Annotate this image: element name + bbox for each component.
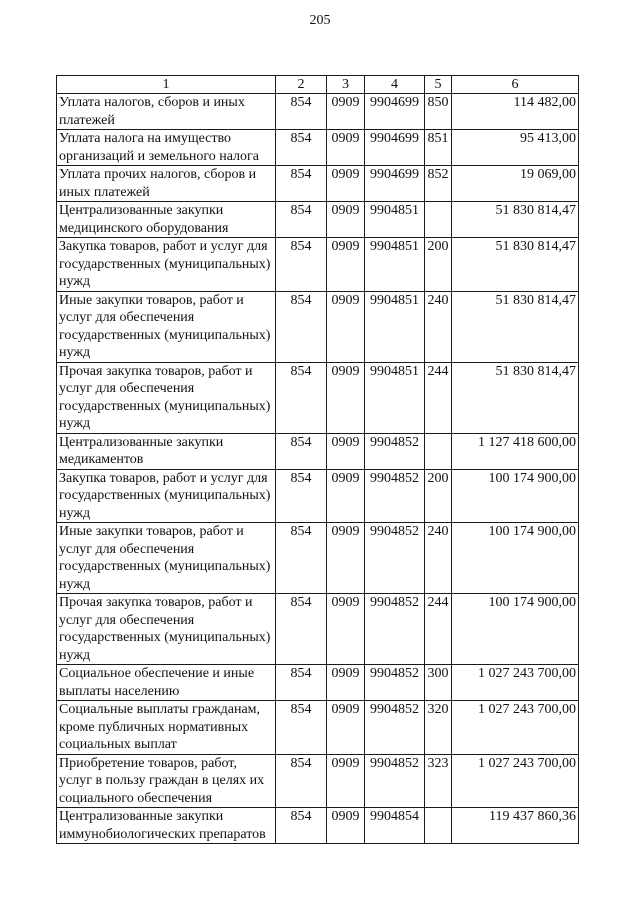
- row-name-cell: Иные закупки товаров, работ и услуг для обеспечения государственных (муниципальных) нужд: [57, 523, 276, 594]
- row-section-cell: 0909: [327, 433, 365, 469]
- row-amount-cell: 51 830 814,47: [452, 291, 579, 362]
- row-article-cell: 9904852: [365, 523, 425, 594]
- row-code-cell: 854: [276, 701, 327, 755]
- row-name-cell: Уплата налога на имущество организаций и земельного налога: [57, 130, 276, 166]
- row-amount-cell: 51 830 814,47: [452, 238, 579, 292]
- row-section-cell: 0909: [327, 362, 365, 433]
- table-row: [57, 433, 579, 469]
- row-name-cell: Иные закупки товаров, работ и услуг для обеспечения государственных (муниципальных) нужд: [57, 291, 276, 362]
- row-amount-cell: 51 830 814,47: [452, 362, 579, 433]
- row-amount-cell: 1 127 418 600,00: [452, 433, 579, 469]
- row-code-cell: 854: [276, 665, 327, 701]
- row-amount-cell: 1 027 243 700,00: [452, 665, 579, 701]
- row-section-cell: 0909: [327, 238, 365, 292]
- row-name-cell: Уплата налогов, сборов и иных платежей: [57, 94, 276, 130]
- row-type-cell: 323: [425, 754, 452, 808]
- column-header-2: 2: [276, 76, 327, 94]
- row-section-cell: 0909: [327, 94, 365, 130]
- row-article-cell: 9904852: [365, 433, 425, 469]
- row-article-cell: 9904851: [365, 362, 425, 433]
- row-code-cell: 854: [276, 130, 327, 166]
- row-article-cell: 9904699: [365, 130, 425, 166]
- row-code-cell: 854: [276, 362, 327, 433]
- row-amount-cell: 95 413,00: [452, 130, 579, 166]
- row-type-cell: 244: [425, 594, 452, 665]
- table-row: [57, 238, 579, 292]
- column-header-amount: 6: [452, 76, 579, 94]
- row-section-cell: 0909: [327, 202, 365, 238]
- budget-table: [56, 75, 579, 844]
- table-row: [57, 291, 579, 362]
- row-amount-cell: 51 830 814,47: [452, 202, 579, 238]
- row-section-cell: 0909: [327, 523, 365, 594]
- row-amount-cell: 1 027 243 700,00: [452, 701, 579, 755]
- row-amount-cell: 19 069,00: [452, 166, 579, 202]
- row-name-cell: Прочая закупка товаров, работ и услуг для обеспечения государственных (муниципальных) нужд: [57, 594, 276, 665]
- row-article-cell: 9904699: [365, 166, 425, 202]
- table-row: [57, 594, 579, 665]
- row-code-cell: 854: [276, 94, 327, 130]
- row-article-cell: 9904851: [365, 238, 425, 292]
- table-header-row: [57, 76, 579, 94]
- row-name-cell: Социальные выплаты гражданам, кроме публичных нормативных социальных выплат: [57, 701, 276, 755]
- page-number: 205: [309, 13, 331, 28]
- row-type-cell: [425, 433, 452, 469]
- row-type-cell: 850: [425, 94, 452, 130]
- row-name-cell: Прочая закупка товаров, работ и услуг для обеспечения государственных (муниципальных) нужд: [57, 362, 276, 433]
- table-row: [57, 523, 579, 594]
- row-name-cell: Приобретение товаров, работ, услуг в пользу граждан в целях их социального обеспечения: [57, 754, 276, 808]
- row-code-cell: 854: [276, 202, 327, 238]
- row-type-cell: 240: [425, 291, 452, 362]
- row-name-cell: Социальное обеспечение и иные выплаты населению: [57, 665, 276, 701]
- row-section-cell: 0909: [327, 701, 365, 755]
- table-row: [57, 701, 579, 755]
- table-row: [57, 166, 579, 202]
- row-type-cell: 852: [425, 166, 452, 202]
- row-type-cell: [425, 808, 452, 844]
- column-header-name: 1: [57, 76, 276, 94]
- row-type-cell: 300: [425, 665, 452, 701]
- row-article-cell: 9904852: [365, 665, 425, 701]
- row-name-cell: Централизованные закупки медикаментов: [57, 433, 276, 469]
- row-article-cell: 9904852: [365, 701, 425, 755]
- row-code-cell: 854: [276, 808, 327, 844]
- row-amount-cell: 100 174 900,00: [452, 594, 579, 665]
- row-section-cell: 0909: [327, 469, 365, 523]
- row-type-cell: 320: [425, 701, 452, 755]
- column-header-5: 5: [425, 76, 452, 94]
- row-amount-cell: 119 437 860,36: [452, 808, 579, 844]
- row-article-cell: 9904851: [365, 291, 425, 362]
- row-article-cell: 9904699: [365, 94, 425, 130]
- row-article-cell: 9904854: [365, 808, 425, 844]
- table-row: [57, 469, 579, 523]
- row-amount-cell: 114 482,00: [452, 94, 579, 130]
- row-section-cell: 0909: [327, 130, 365, 166]
- table-row: [57, 94, 579, 130]
- row-code-cell: 854: [276, 469, 327, 523]
- row-code-cell: 854: [276, 291, 327, 362]
- table-row: [57, 754, 579, 808]
- row-name-cell: Закупка товаров, работ и услуг для государственных (муниципальных) нужд: [57, 238, 276, 292]
- row-code-cell: 854: [276, 166, 327, 202]
- table-row: [57, 665, 579, 701]
- row-name-cell: Уплата прочих налогов, сборов и иных платежей: [57, 166, 276, 202]
- row-code-cell: 854: [276, 433, 327, 469]
- table-row: [57, 202, 579, 238]
- row-section-cell: 0909: [327, 665, 365, 701]
- row-type-cell: 240: [425, 523, 452, 594]
- column-header-4: 4: [365, 76, 425, 94]
- row-name-cell: Централизованные закупки медицинского оборудования: [57, 202, 276, 238]
- row-section-cell: 0909: [327, 808, 365, 844]
- column-header-3: 3: [327, 76, 365, 94]
- row-section-cell: 0909: [327, 291, 365, 362]
- row-type-cell: 244: [425, 362, 452, 433]
- row-section-cell: 0909: [327, 166, 365, 202]
- row-amount-cell: 100 174 900,00: [452, 469, 579, 523]
- table-row: [57, 808, 579, 844]
- row-section-cell: 0909: [327, 594, 365, 665]
- row-code-cell: 854: [276, 523, 327, 594]
- row-article-cell: 9904852: [365, 754, 425, 808]
- row-code-cell: 854: [276, 594, 327, 665]
- table-row: [57, 362, 579, 433]
- row-name-cell: Закупка товаров, работ и услуг для государственных (муниципальных) нужд: [57, 469, 276, 523]
- row-type-cell: 851: [425, 130, 452, 166]
- row-article-cell: 9904851: [365, 202, 425, 238]
- table-row: [57, 130, 579, 166]
- row-article-cell: 9904852: [365, 594, 425, 665]
- row-amount-cell: 1 027 243 700,00: [452, 754, 579, 808]
- row-section-cell: 0909: [327, 754, 365, 808]
- row-name-cell: Централизованные закупки иммунобиологических препаратов: [57, 808, 276, 844]
- row-amount-cell: 100 174 900,00: [452, 523, 579, 594]
- row-type-cell: [425, 202, 452, 238]
- row-type-cell: 200: [425, 469, 452, 523]
- row-type-cell: 200: [425, 238, 452, 292]
- row-code-cell: 854: [276, 754, 327, 808]
- row-article-cell: 9904852: [365, 469, 425, 523]
- row-code-cell: 854: [276, 238, 327, 292]
